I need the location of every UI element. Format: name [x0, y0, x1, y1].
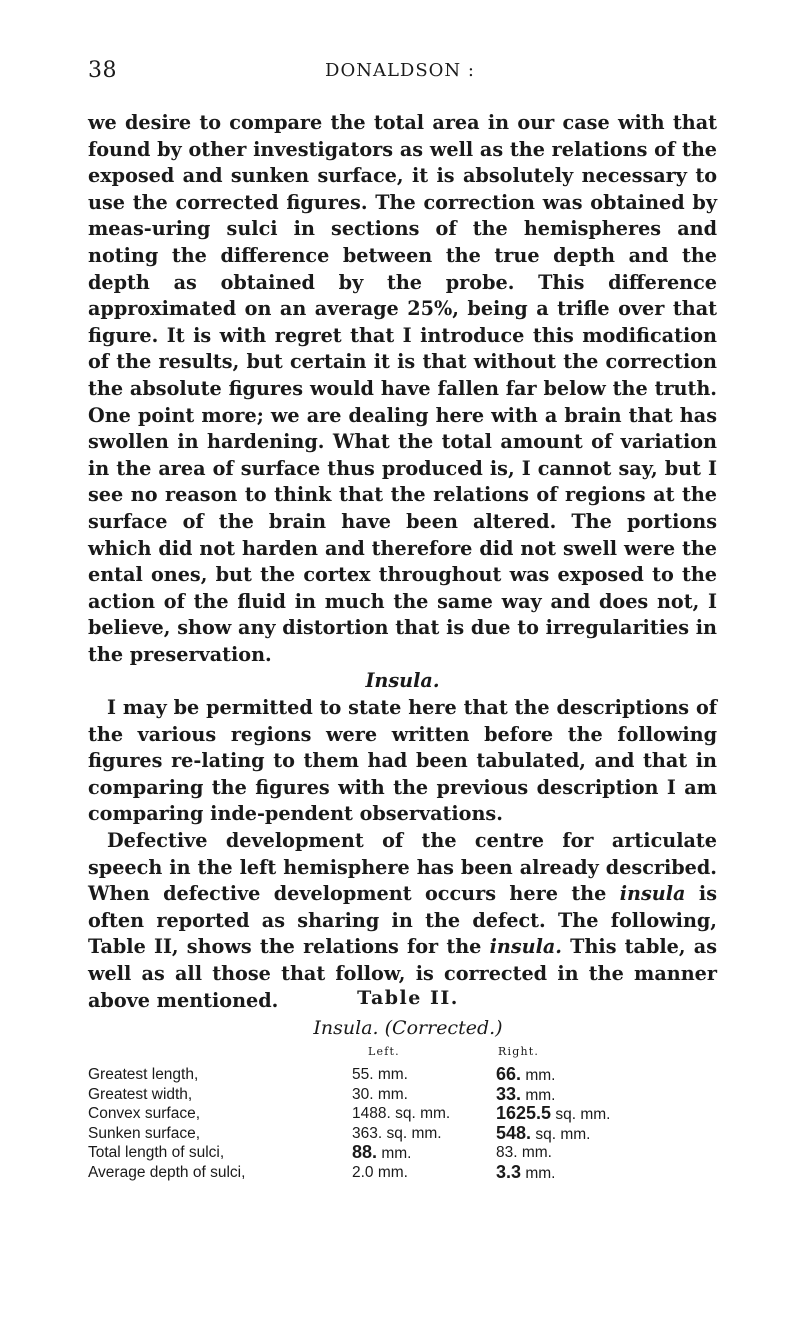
insula-term: insula.	[489, 935, 562, 959]
right-value: 66. mm.	[496, 1064, 556, 1084]
left-value: 2.0 mm.	[352, 1163, 408, 1181]
running-title: DONALDSON :	[325, 60, 475, 81]
insula-term: insula	[619, 882, 686, 906]
column-header-left: Left.	[368, 1045, 400, 1058]
row-label: Total length of sulci,	[88, 1144, 225, 1161]
table-row	[88, 1124, 728, 1144]
right-value: 548. sq. mm.	[496, 1122, 591, 1143]
left-value: 88. mm.	[352, 1142, 412, 1162]
row-label: Average depth of sulci,	[88, 1163, 246, 1181]
table-row	[88, 1065, 728, 1085]
right-value: 3.3 mm.	[496, 1161, 556, 1182]
paragraph-3-text-b: is often reported as sharing in the defect. The following, Table II, shows the relations for the	[88, 882, 717, 959]
table-ii	[88, 987, 728, 1182]
table-column-headers	[88, 1045, 728, 1065]
row-label: Sunken surface,	[88, 1124, 201, 1142]
table-row	[88, 1104, 728, 1124]
paragraph-2: I may be permitted to state here that the descriptions of the various regions were written before the following figures re-lating to them had been tabulated, and that in comparing the figures with the previous description I am comparing inde-pendent observations.	[88, 696, 717, 826]
table-row	[88, 1143, 728, 1163]
running-head	[88, 50, 712, 90]
body-text	[88, 110, 717, 1014]
table-subtitle: Insula. (Corrected.)	[313, 1017, 503, 1039]
row-label: Greatest width,	[88, 1085, 193, 1103]
section-heading-insula: Insula.	[365, 669, 440, 693]
column-header-right: Right.	[498, 1045, 540, 1058]
table-row	[88, 1163, 728, 1183]
table-title: Table II.	[357, 987, 459, 1009]
right-value: 83. mm.	[496, 1144, 552, 1161]
row-label: Convex surface,	[88, 1105, 200, 1122]
paragraph-1: we desire to compare the total area in our case with that found by other investigators as well as the relations of the exposed and sunken surface, it is absolutely necessary to use the corrected figures. The correction was obtained by meas-uring sulci in sections of the hemispheres and noting the difference between the true depth and the depth as obtained by the probe. This difference approximated on an average 25%, being a trifle over that figure. It is with regret that I introduce this modification of the results, but certain it is that without the correction the absolute figures would have fallen far below the truth. One point more; we are dealing here with a brain that has swollen in hardening. What the total amount of variation in the area of surface thus produced is, I cannot say, but I see no reason to think that the relations of regions at the surface of the brain have been altered. The portions which did not harden and therefore did not swell were the ental ones, but the cortex throughout was exposed to the action of the fluid in much the same way and does not, I believe, show any distortion that is due to irregularities in the preservation.	[88, 111, 717, 666]
left-value: 363. sq. mm.	[352, 1124, 442, 1142]
left-value: 1488. sq. mm.	[352, 1105, 451, 1122]
left-value: 30. mm.	[352, 1085, 408, 1103]
right-value: 33. mm.	[496, 1083, 556, 1104]
left-value: 55. mm.	[352, 1066, 408, 1083]
paragraph-3-text-c: This table, as well as all those that follow, is corrected in the manner above mentioned.	[88, 935, 718, 1012]
right-value: 1625.5 sq. mm.	[496, 1103, 611, 1123]
paragraph-3-text-a: Defective development of the centre for articulate speech in the left hemisphere has been already described. When defective development occurs here the	[88, 829, 717, 906]
table-row	[88, 1085, 728, 1105]
page-number: 38	[88, 58, 117, 83]
row-label: Greatest length,	[88, 1066, 199, 1083]
